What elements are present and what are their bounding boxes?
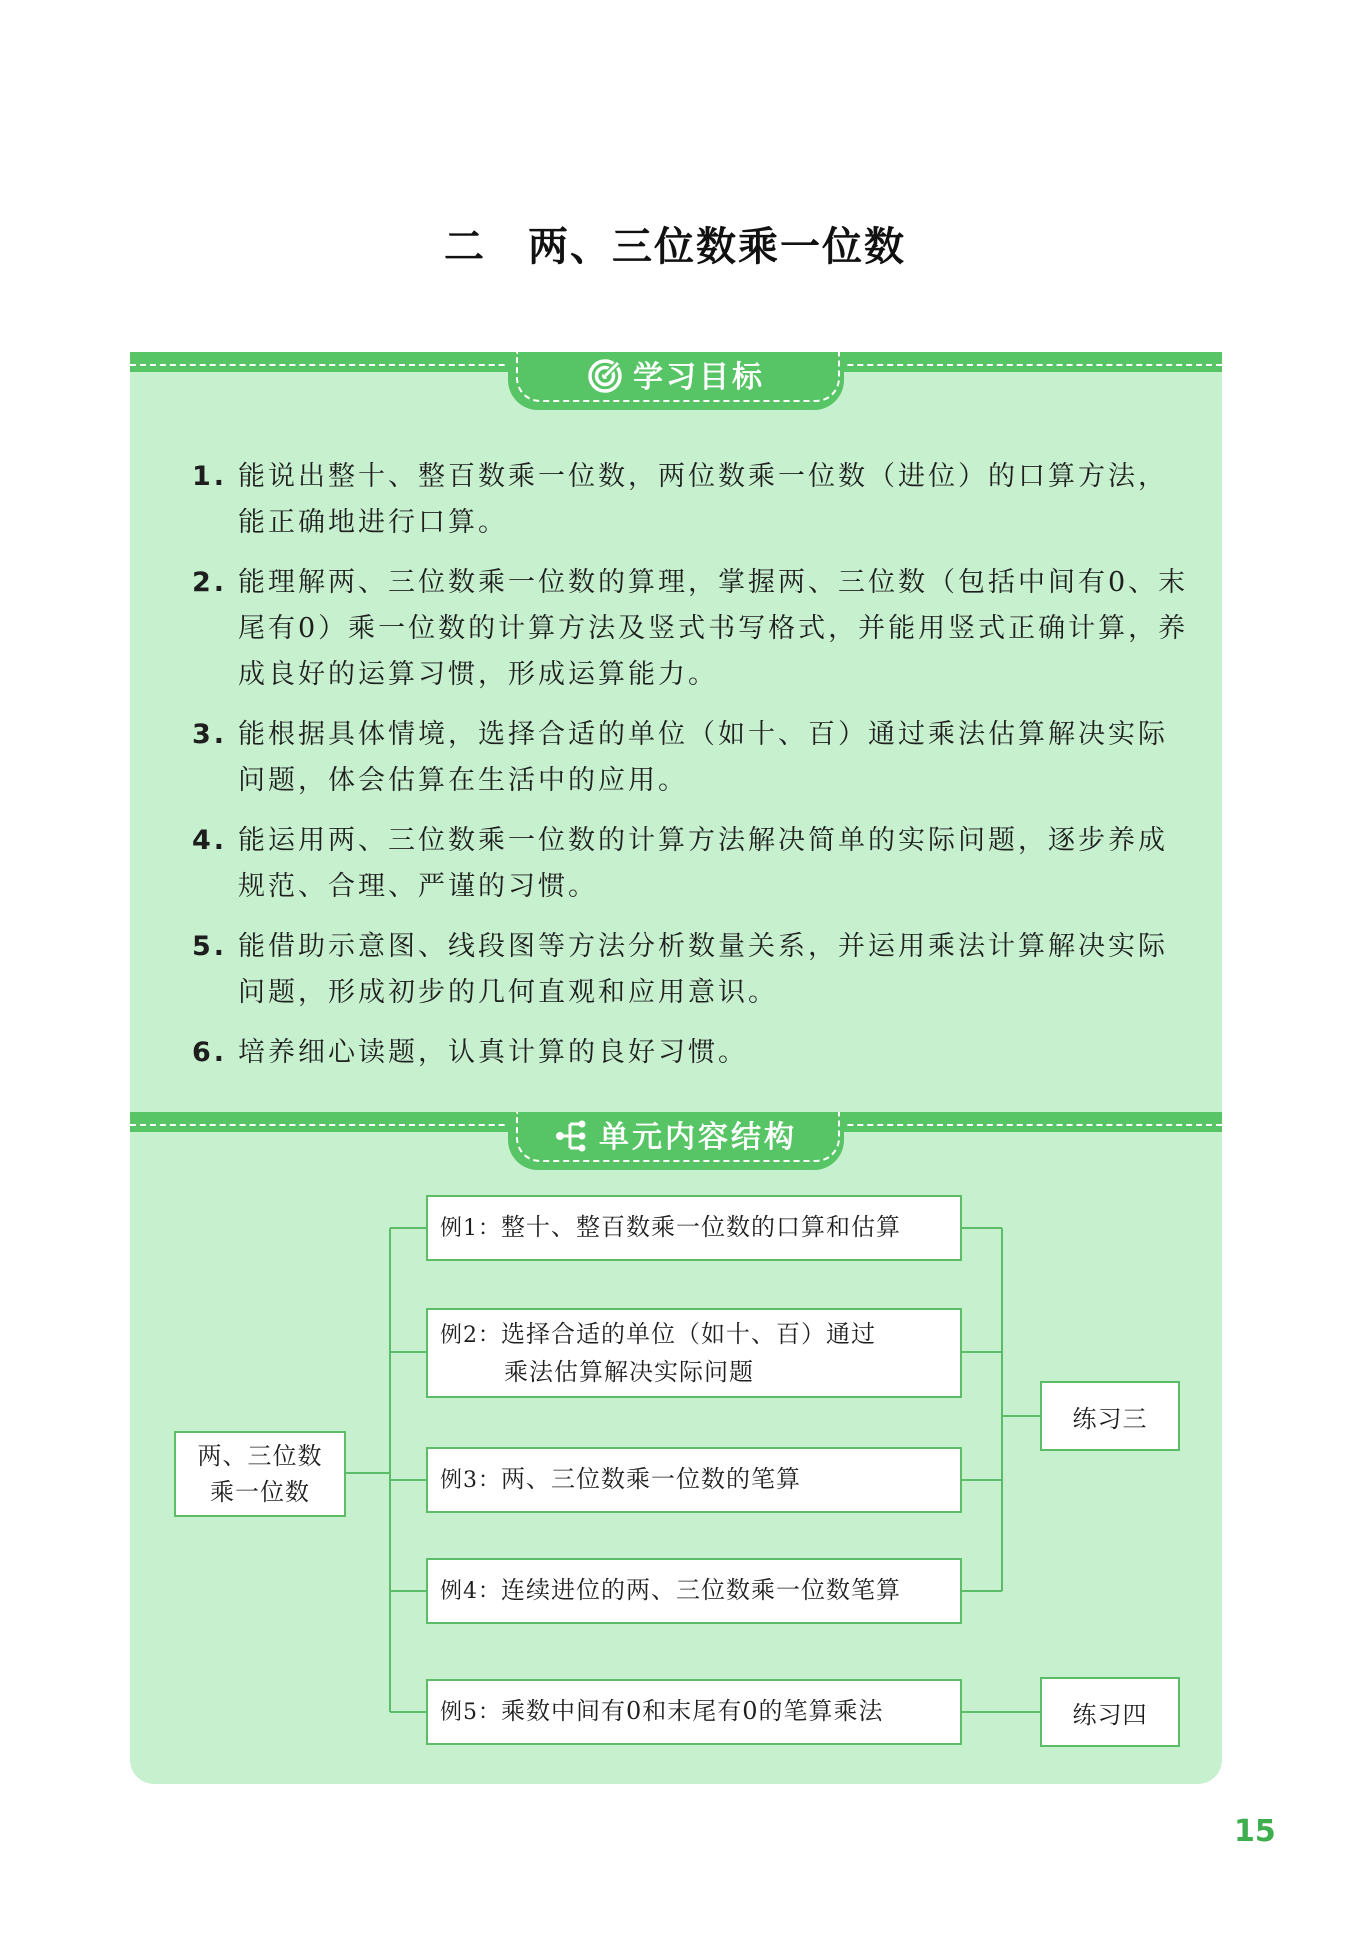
objective-item (192, 924, 1192, 1016)
objective-item (192, 454, 1192, 546)
example-text-line2: 乘法估算解决实际问题 (504, 1358, 754, 1386)
example-label: 例2： (440, 1323, 501, 1348)
objective-item (192, 712, 1192, 804)
example-box (426, 1558, 962, 1624)
example-text: 乘数中间有0和末尾有0的笔算乘法 (501, 1697, 884, 1725)
structure-panel (130, 1112, 1222, 1784)
objective-text: 培养细心读题，认真计算的良好习惯。 (238, 1037, 748, 1068)
example-box (426, 1679, 962, 1745)
example-label: 例4： (440, 1579, 501, 1604)
objective-number: 5. (192, 931, 228, 962)
target-icon (587, 358, 623, 394)
exercise-label: 练习三 (1072, 1404, 1148, 1433)
example-text: 连续进位的两、三位数乘一位数笔算 (501, 1576, 901, 1604)
root-topic-line2: 乘一位数 (210, 1478, 310, 1506)
root-topic-box (174, 1431, 346, 1517)
objective-item (192, 818, 1192, 910)
objective-text: 能说出整十、整百数乘一位数，两位数乘一位数（进位）的口算方法，能正确地进行口算。 (238, 461, 1168, 538)
example-box (426, 1195, 962, 1261)
objective-text: 能根据具体情境，选择合适的单位（如十、百）通过乘法估算解决实际问题，体会估算在生活中的应用。 (238, 719, 1168, 796)
objective-number: 2. (192, 567, 228, 598)
example-text: 选择合适的单位（如十、百）通过 (501, 1320, 876, 1348)
exercise-label: 练习四 (1072, 1700, 1148, 1729)
objective-number: 4. (192, 825, 228, 856)
objective-list (192, 454, 1192, 1090)
objective-text: 能借助示意图、线段图等方法分析数量关系，并运用乘法计算解决实际问题，形成初步的几何直观和应用意识。 (238, 931, 1168, 1008)
page-number: 15 (1234, 1814, 1276, 1849)
page-title: 二 两、三位数乘一位数 (444, 223, 906, 270)
objective-item (192, 560, 1192, 698)
objective-item (192, 1030, 1192, 1076)
objective-number: 3. (192, 719, 228, 750)
objectives-panel (130, 352, 1222, 1112)
example-text: 整十、整百数乘一位数的口算和估算 (501, 1213, 901, 1241)
objectives-tab (508, 352, 844, 410)
example-box (426, 1308, 962, 1398)
example-label: 例5： (440, 1700, 501, 1725)
objective-number: 6. (192, 1037, 228, 1068)
example-label: 例3： (440, 1468, 501, 1493)
root-topic-line1: 两、三位数 (197, 1442, 323, 1470)
exercise-box (1040, 1381, 1180, 1451)
example-text: 两、三位数乘一位数的笔算 (501, 1465, 801, 1493)
objective-number: 1. (192, 461, 228, 492)
objectives-heading: 学习目标 (633, 360, 765, 395)
example-box (426, 1447, 962, 1513)
objective-text: 能运用两、三位数乘一位数的计算方法解决简单的实际问题，逐步养成规范、合理、严谨的习惯。 (238, 825, 1168, 902)
exercise-box (1040, 1677, 1180, 1747)
objective-text: 能理解两、三位数乘一位数的算理，掌握两、三位数（包括中间有0、末尾有0）乘一位数的计算方法及竖式书写格式，并能用竖式正确计算，养成良好的运算习惯，形成运算能力。 (238, 567, 1189, 690)
structure-heading: 单元内容结构 (599, 1120, 797, 1155)
example-label: 例1： (440, 1216, 501, 1241)
